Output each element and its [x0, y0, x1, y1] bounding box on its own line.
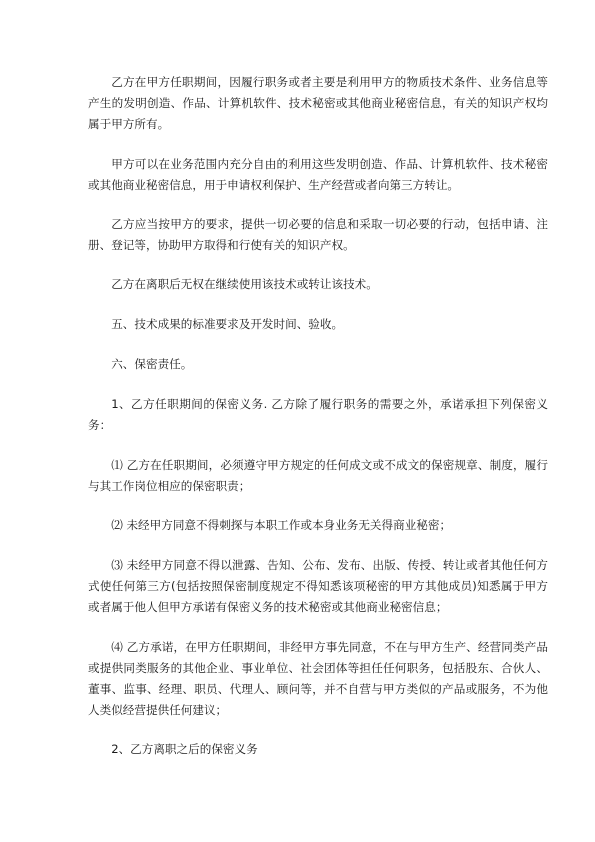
- paragraph-post-departure: 乙方在离职后无权在继续使用该技术或转让该技术。: [111, 277, 378, 291]
- section-heading-six: 六、保密责任。: [111, 357, 193, 371]
- section-heading-five: 五、技术成果的标准要求及开发时间、验收。: [111, 317, 344, 331]
- list-item-2: ⑵ 未经甲方同意不得刺探与本职工作或本身业务无关得商业秘密；: [111, 518, 452, 532]
- list-item-4: ⑷ 乙方承诺，在甲方任职期间，非经甲方事先同意，不在与甲方生产、经营同类产品或提供同类服务的其他企业、事业单位、社会团体等担任任何职务，包括股东、合伙人、董事、监事、经理、职员、代理人、顾问等，并不自营与甲方类似的产品或服务，不为他人类似经营提供任何建议；: [88, 640, 548, 717]
- paragraph-post-departure-confidentiality: 2、乙方离职之后的保密义务: [111, 742, 258, 756]
- paragraph-assist-obligation: 乙方应当按甲方的要求，提供一切必要的信息和采取一切必要的行动，包括申请、注册、登记等，协助甲方取得和行使有关的知识产权。: [88, 217, 548, 252]
- list-item-3: ⑶ 未经甲方同意不得以泄露、告知、公布、发布、出版、传授、转让或者其他任何方式使任何第三方(包括按照保密制度规定不得知悉该项秘密的甲方其他成员)知悉属于甲方或者属于他人但甲方承诺有保密义务的技术秘密或其他商业秘密信息；: [88, 558, 548, 614]
- paragraph-confidentiality-during-employment: 1、乙方任职期间的保密义务. 乙方除了履行职务的需要之外，承诺承担下列保密义务：: [88, 397, 548, 432]
- paragraph-ip-ownership: 乙方在甲方任职期间，因履行职务或者主要是利用甲方的物质技术条件、业务信息等产生的发明创造、作品、计算机软件、技术秘密或其他商业秘密信息，有关的知识产权均属于甲方所有。: [88, 75, 548, 131]
- paragraph-usage-rights: 甲方可以在业务范围内充分自由的利用这些发明创造、作品、计算机软件、技术秘密或其他商业秘密信息，用于申请权利保护、生产经营或者向第三方转让。: [88, 157, 548, 192]
- list-item-1: ⑴ 乙方在任职期间，必须遵守甲方规定的任何成文或不成文的保密规章、制度，履行与其工作岗位相应的保密职责；: [88, 458, 548, 493]
